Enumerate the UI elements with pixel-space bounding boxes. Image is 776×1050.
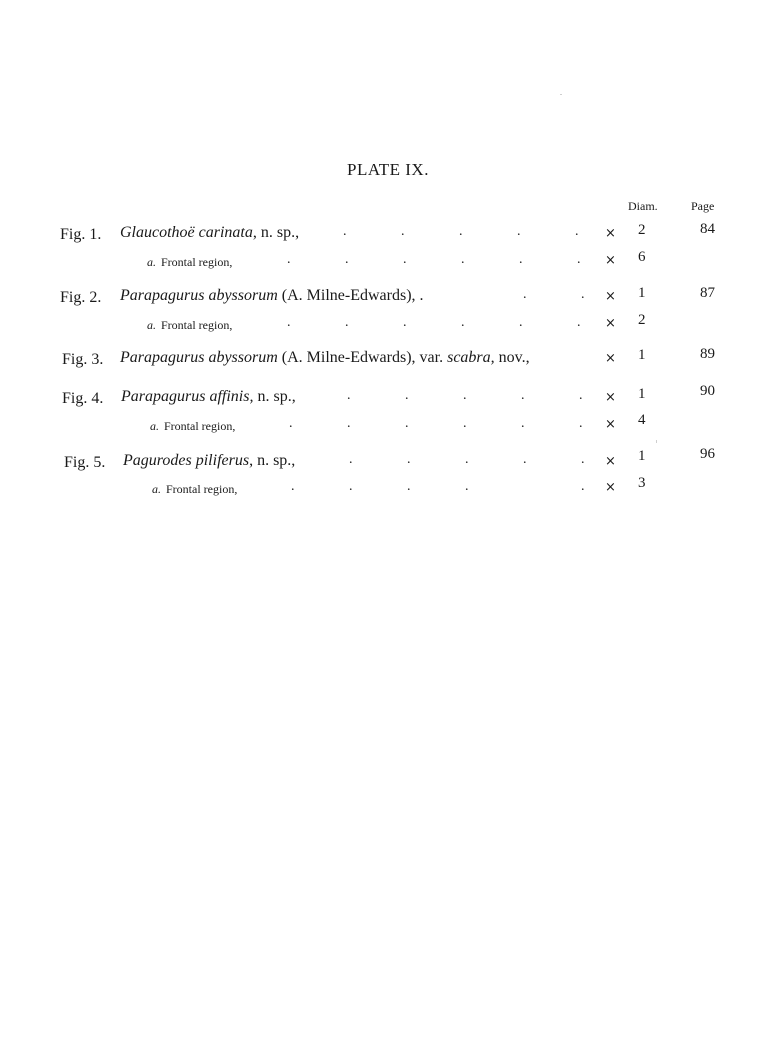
species-name: Glaucothoë carinata xyxy=(120,224,253,241)
figure-name xyxy=(123,452,295,470)
figure-row-4 xyxy=(0,383,776,410)
page-value: 87 xyxy=(700,285,715,301)
figure-row-1 xyxy=(0,221,776,246)
figure-name xyxy=(121,388,296,406)
diam-value: 1 xyxy=(638,448,646,464)
subfigure-label: a. Frontal region, xyxy=(150,419,236,433)
subfigure-label: a. Frontal region, xyxy=(147,255,233,269)
times-symbol: × xyxy=(605,480,616,495)
diam-value: 1 xyxy=(638,347,646,363)
dot-leader: . . . . . xyxy=(349,452,585,467)
subfigure-row-5a xyxy=(0,475,776,501)
subfigure-row-2a xyxy=(0,312,776,337)
variety-name: scabra, xyxy=(447,349,495,366)
figure-label: Fig. 5. xyxy=(64,454,106,471)
figure-name xyxy=(120,287,424,305)
times-symbol: × xyxy=(605,289,616,304)
dot-leader: . . . . xyxy=(291,479,469,494)
species-name: Parapagurus affinis, xyxy=(121,388,254,405)
page-value: 96 xyxy=(700,446,715,462)
species-name: Parapagurus abyssorum xyxy=(120,349,278,366)
diam-value: 3 xyxy=(638,475,646,491)
dot-leader: . . . . . xyxy=(347,388,583,403)
species-suffix: , n. sp., xyxy=(252,224,300,241)
figure-row-2 xyxy=(0,287,776,309)
times-symbol: × xyxy=(605,454,616,469)
page-value: 90 xyxy=(700,383,715,399)
times-symbol: × xyxy=(605,253,616,268)
page-title: PLATE IX. xyxy=(347,160,429,179)
species-name: Parapagurus abyssorum xyxy=(120,287,278,304)
diam-value: 1 xyxy=(638,386,646,402)
dot-leader: . . . . . xyxy=(343,224,579,239)
times-symbol: × xyxy=(605,417,616,432)
figure-name xyxy=(120,349,530,367)
dot-leader: . . . . . . xyxy=(289,416,583,431)
page-value: 84 xyxy=(700,221,715,237)
figure-name xyxy=(120,224,299,242)
diam-column-header: Diam. xyxy=(628,199,658,213)
figure-row-3 xyxy=(0,346,776,371)
diam-value: 4 xyxy=(638,412,646,428)
dot-leader: . . xyxy=(523,287,585,302)
species-name: Pagurodes piliferus xyxy=(123,452,250,469)
figure-label: Fig. 3. xyxy=(62,351,104,368)
figure-label: Fig. 4. xyxy=(62,390,104,407)
dot-leader: . . . . . . xyxy=(287,315,581,330)
species-suffix: n. sp., xyxy=(253,388,296,405)
subfigure-row-4a xyxy=(0,412,776,438)
page-value: 89 xyxy=(700,346,715,362)
figure-label: Fig. 2. xyxy=(60,289,102,306)
subfigure-label: a. Frontal region, xyxy=(152,482,238,496)
page-column-header: Page xyxy=(691,199,715,213)
times-symbol: × xyxy=(605,351,616,366)
subfigure-label: a. Frontal region, xyxy=(147,318,233,332)
dot-leader: . . . . . . xyxy=(287,252,581,267)
species-suffix: , n. sp., xyxy=(249,452,296,469)
figure-label: Fig. 1. xyxy=(60,226,102,243)
speck-mark xyxy=(656,440,657,443)
figure-row-5 xyxy=(0,446,776,473)
speck-mark xyxy=(560,94,562,95)
times-symbol: × xyxy=(605,226,616,241)
variety-suffix: nov., xyxy=(494,349,530,366)
species-suffix: (A. Milne-Edwards), var. xyxy=(277,349,448,366)
diam-value: 1 xyxy=(638,285,646,301)
times-symbol: × xyxy=(605,390,616,405)
diam-value: 2 xyxy=(638,222,646,238)
diam-value: 6 xyxy=(638,249,646,265)
diam-value: 2 xyxy=(638,312,646,328)
subfigure-row-1a xyxy=(0,249,776,274)
times-symbol: × xyxy=(605,316,616,331)
dot-leader-end: . xyxy=(581,479,585,494)
species-suffix: (A. Milne-Edwards), . xyxy=(277,287,424,304)
